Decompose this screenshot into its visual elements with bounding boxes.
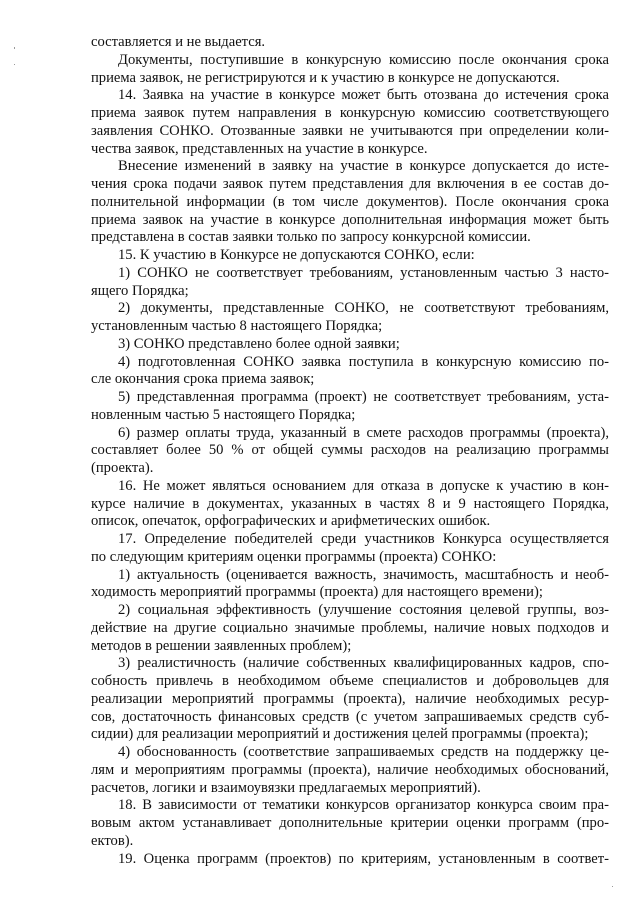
text-line: чения срока подачи заявок путем представления для включения в ее состав до- [91,176,609,192]
text-line: 17. Определение победителей среди участников Конкурса осуществляется [118,531,609,547]
text-line: 6) размер оплаты труда, указанный в смете расходов программы (проекта), [118,424,609,441]
text-line: приема заявок путем направления в конкурсную комиссию соответствующего [91,105,609,121]
text-line: установленным частью 8 настоящего Порядка; [91,318,383,334]
text-line: расчетов, логики и взаимоувязки предлагаемых мероприятий). [91,779,481,796]
text-line: приема заявок, не регистрируются и к участию в конкурсе не допускаются. [91,69,560,86]
text-line: 16. Не может являться основанием для отказа в допуске к участию в кон- [118,477,609,494]
scan-speck [14,64,15,65]
text-line: 5) представленная программа (проект) не соответствует требованиям, уста- [118,389,609,405]
text-line: 3) СОНКО представлено более одной заявки; [118,335,400,352]
text-line: 4) обоснованность (соответствие запрашиваемых средств на поддержку це- [118,744,609,760]
text-line: 1) актуальность (оценивается важность, значимость, масштабность и необ- [118,566,609,583]
text-line: Внесение изменений в заявку на участие в конкурсе допускается до исте- [118,158,609,175]
text-line: Документы, поступившие в конкурсную комиссию после окончания срока [118,51,609,68]
text-line: по следующим критериям оценки программы (проекта) СОНКО: [91,548,497,565]
text-line: 15. К участию в Конкурсе не допускаются СОНКО, если: [118,247,475,263]
text-line: сидии) для реализации мероприятий и достижения целей программы (проекта); [91,726,589,743]
text-line: составляется и не выдается. [91,34,266,50]
text-line: составляет более 50 % от общей суммы расходов на реализацию программы [91,442,609,459]
text-line: 2) социальная эффективность (улучшение состояния целевой группы, воз- [118,602,609,618]
text-line: 14. Заявка на участие в конкурсе может быть отозвана до истечения срока [118,87,609,104]
text-line: ектов). [91,832,134,849]
text-line: 2) документы, представленные СОНКО, не соответствуют требованиям, [118,300,609,317]
text-line: ящего Порядка; [91,282,189,299]
scan-speck [14,47,15,49]
text-line: (проекта). [91,460,154,476]
scan-speck [612,886,613,887]
text-line: методов в решении заявленных проблем); [91,637,352,654]
text-line: заявления СОНКО. Отозванные заявки не учитываются при определении коли- [91,122,609,139]
text-line: 19. Оценка программ (проектов) по критериям, установленным в соответ- [118,850,609,867]
text-line: вовым актом устанавливает дополнительные критерии оценки программ (про- [91,815,609,831]
text-line: полнительной информации (в том числе документов). После окончания срока [91,193,609,210]
text-line: действие на другие социально значимые проблемы, наличие новых подходов и [91,619,609,636]
text-line: представлена в состав заявки только по запросу конкурсной комиссии. [91,229,531,246]
text-line: 3) реалистичность (наличие собственных квалифицированных кадров, спо- [118,655,609,672]
text-line: собность привлечь в необходимом объеме специалистов и добровольцев для [91,673,609,689]
text-line: описок, опечаток, орфографических и арифметических ошибок. [91,513,491,530]
text-line: чества заявок, представленных на участие в конкурсе. [91,140,428,157]
text-line: новленным частью 5 настоящего Порядка; [91,406,356,423]
text-line: приема заявок на участие в конкурсе дополнительная информация может быть [91,211,609,228]
text-line: сле окончания срока приема заявок; [91,371,315,388]
text-line: лям и мероприятиям программы (проекта), наличие необходимых обоснований, [91,761,609,778]
text-line: реализации мероприятий программы (проекта), наличие необходимых ресур- [91,690,609,707]
text-line: курсе наличие в документах, указанных в частях 8 и 9 настоящего Порядка, [91,495,609,512]
text-line: 18. В зависимости от тематики конкурсов организатор конкурса своим пра- [118,797,609,814]
text-line: ходимость мероприятий программы (проекта) для настоящего времени); [91,584,543,601]
text-line: 1) СОНКО не соответствует требованиям, установленным частью 3 насто- [118,264,609,281]
text-line: сов, достаточность финансовых средств (с учетом запрашиваемых средств суб- [91,708,609,725]
text-line: 4) подготовленная СОНКО заявка поступила в конкурсную комиссию по- [118,353,609,370]
